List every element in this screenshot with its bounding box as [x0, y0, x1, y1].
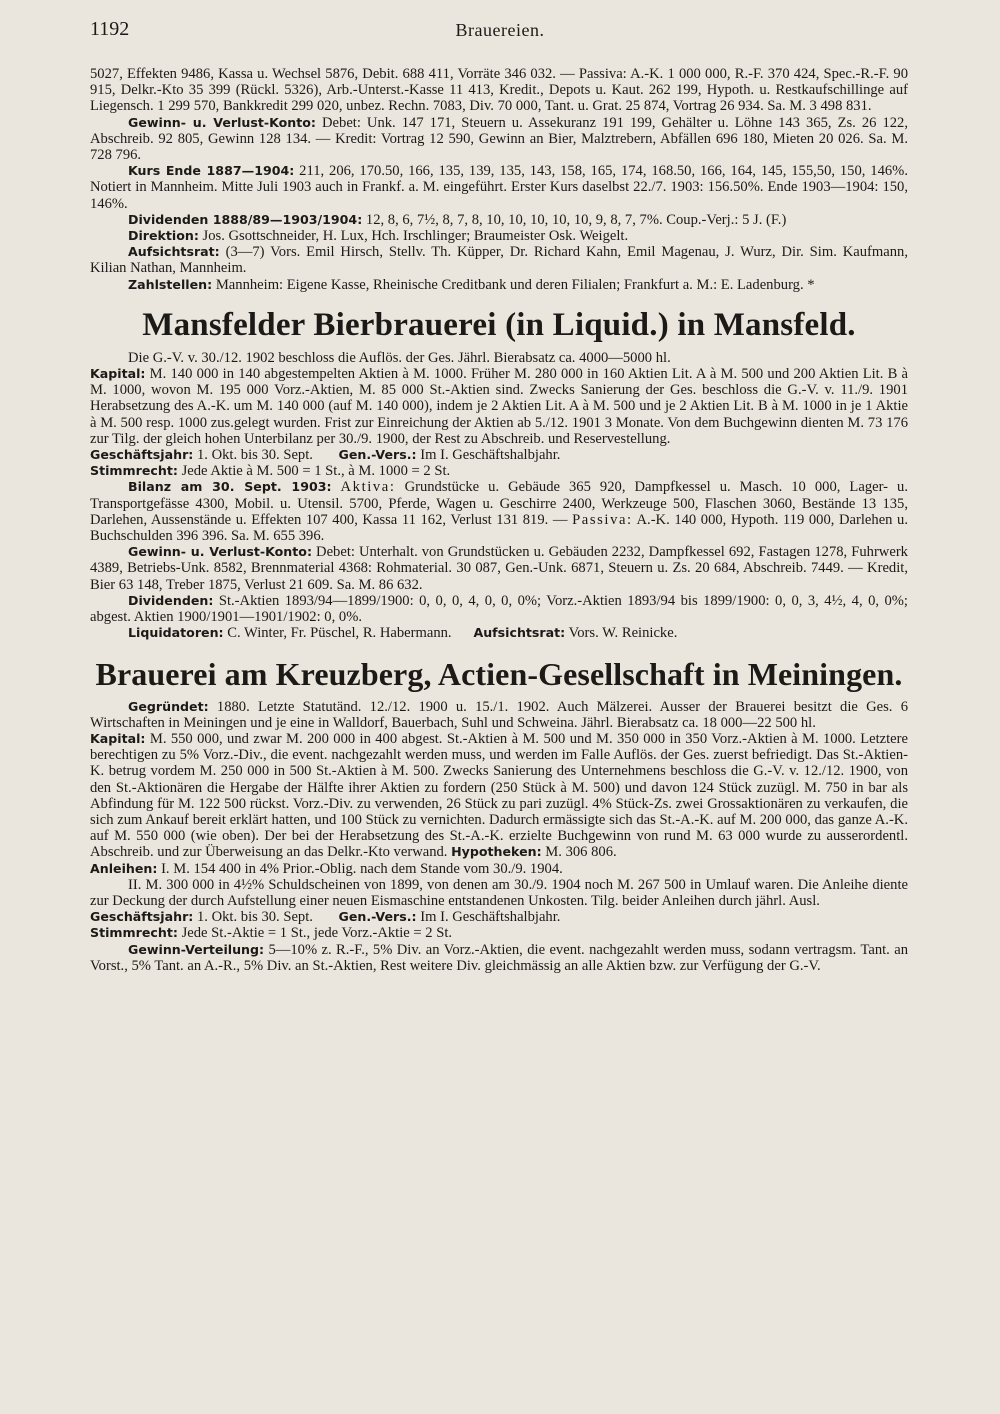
company-heading-mansfelder: Mansfelder Bierbrauerei (in Liquid.) in Mansfeld.	[142, 306, 856, 343]
entry-label: Zahlstellen:	[128, 276, 213, 292]
entry-text: Jede Aktie à M. 500 = 1 St., à M. 1000 = 2 St.	[181, 463, 451, 480]
capital-entry	[90, 731, 908, 861]
entry-label: Geschäftsjahr:	[90, 909, 194, 925]
profit-loss-entry	[90, 115, 908, 164]
entry-text: Jos. Gsottschneider, H. Lux, Hch. Irschlinger; Braumeister Osk. Weigelt.	[202, 228, 629, 245]
entry-text: Grundstücke u. Gebäude 365 920, Dampfkessel u. Masch. 10 000, Lager- u. Transportgefässe 4300, Mobil. u. Utensil. 5700, Pferde, Wagen u. Geschirre 2400, Werkzeuge 500, Flaschen 3060, Bestände 13 135, Darlehen, Aussenstände u. Effekten 107 400, Kassa 11 162, Verlust 131 819. —	[90, 479, 908, 528]
entry-text: St.-Aktien 1893/94—1899/1900: 0, 0, 0, 4, 0, 0, 0%; Vorz.-Aktien 1893/94 bis 1899/1900: 0, 0, 3, 4½, 4, 0, 0%; abgest. Aktien 1900/1901—1901/1902: 0, 0%.	[90, 592, 908, 626]
loans-entry-2: II. M. 300 000 in 4½% Schuldscheinen von 1899, von denen am 30./9. 1904 noch M. 267 500 in Umlauf waren. Die Anleihe diente zur Deckung der durch Aufstellung einer neuen Eismaschine entstandenen Unkosten. Tilg. beider Anleihen durch jährl. Ausl.	[90, 876, 908, 909]
entry-label: Liquidatoren:	[128, 625, 224, 641]
page-header	[90, 14, 910, 50]
entry-text: A.-K. 140 000, Hypoth. 119 000, Darlehen u. Buchschulden 396 396. Sa. M. 655 396.	[90, 511, 908, 545]
entry-text: 1. Okt. bis 30. Sept.	[196, 909, 313, 926]
entry-label: Gen.-Vers.:	[338, 909, 417, 925]
voting-rights-entry	[90, 463, 908, 479]
entry-text: I. M. 154 400 in 4% Prior.-Oblig. nach dem Stande vom 30./9. 1904.	[161, 860, 563, 877]
entry-text: Debet: Unterhalt. von Grundstücken u. Gebäuden 2232, Dampfkessel 692, Fastagen 1278, Fuhrwerk 4389, Betriebs-Unk. 8582, Brennmaterial 4368: Rohmaterial. 30 087, Gen.-Unk. 6871, Steuern u. Zs. 20 684, Abschreib. 7449. — Kredit, Bier 63 148, Treber 1875, Verlust 21 609. Sa. M. 86 632.	[90, 544, 908, 593]
entry-text: Im I. Geschäftshalbjahr.	[420, 909, 561, 926]
entry-label: Hypotheken:	[451, 844, 542, 860]
entry-text: M. 306 806.	[545, 844, 617, 861]
page-body	[90, 66, 908, 974]
entry-text: Debet: Unk. 147 171, Steuern u. Assekuranz 191 199, Gehälter u. Löhne 143 365, Zs. 26 122, Abschreib. 92 805, Gewinn 128 134. — Kredit: Vortrag 12 590, Gewinn an Bier, Malztrebern, Abfällen 696 180, Mieten 20 026. Sa. M. 728 796.	[90, 114, 908, 164]
entry-label: Gewinn-Verteilung:	[128, 941, 265, 957]
entry-text: M. 140 000 in 140 abgestempelten Aktien à M. 1000. Früher M. 280 000 in 160 Aktien Lit. A à M. 500 und 200 Aktien Lit. B à M. 1000, wovon M. 195 000 Vorz.-Aktien, M. 85 000 St.-Aktien sind. Zwecks Sanierung der Ges. beschloss die G.-V. v. 11./9. 1901 Herabsetzung des A.-K. um M. 140 000 (auf M. 140 000), indem je 2 Aktien Lit. A à M. 500 und je 2 Aktien Lit. B à M. 1000 in je 1 Aktie à M. 500 resp. 1000 zus.gelegt wurden. Frist zur Einreichung der Aktien ab 5./12. 1901 3 Monate. Von dem Buchgewinn dienten M. 73 176 zur Tilg. der gleich hohen Unterbilanz per 30./9. 1900, der Rest zu Abschreib. und Reservestellung.	[90, 366, 908, 447]
supervisory-board-entry	[90, 244, 908, 276]
entry-label: Gen.-Vers.:	[338, 447, 417, 463]
paying-agents-entry	[90, 277, 908, 293]
entry-label: Gewinn- u. Verlust-Konto:	[128, 114, 316, 130]
dividends-entry	[90, 212, 908, 228]
entry-text: Im I. Geschäftshalbjahr.	[420, 447, 561, 464]
entry-label: Aufsichtsrat:	[473, 625, 566, 641]
fiscal-year-entry	[90, 909, 908, 925]
entry-text: 1880. Letzte Statutänd. 12./12. 1900 u. 15./1. 1902. Auch Mälzerei. Ausser der Brauerei besitzt die Ges. 6 Wirtschaften in Meiningen und je eine in Walldorf, Bauerbach, Suhl und Schweina. Jährl. Bierabsatz ca. 18 000—22 500 hl.	[90, 698, 908, 731]
running-title: Brauereien.	[455, 20, 545, 40]
entry-text: 5—10% z. R.-F., 5% Div. an Vorz.-Aktien, die event. nachgezahlt werden muss, sodann vertragsm. Tant. an Vorst., 5% Tant. an A.-R., 5% Div. an St.-Aktien, Rest weitere Div. gleichmässig an alle Aktien bzw. zur Verfügung der G.-V.	[90, 941, 908, 974]
fiscal-year-entry	[90, 447, 908, 463]
profit-loss-entry	[90, 544, 908, 593]
entry-text: Mannheim: Eigene Kasse, Rheinische Creditbank und deren Filialen; Frankfurt a. M.: E. Ladenburg. *	[215, 276, 815, 293]
company-heading-kreuzberg: Brauerei am Kreuzberg, Actien-Gesellschaft in Meiningen.	[95, 655, 903, 692]
liquidators-entry	[90, 625, 908, 641]
entry-label: Geschäftsjahr:	[90, 447, 194, 463]
loans-entry	[90, 861, 908, 877]
page-number: 1192	[90, 18, 130, 40]
entry-label: Gegründet:	[128, 698, 209, 714]
entry-label: Gewinn- u. Verlust-Konto:	[128, 544, 312, 560]
dividends-entry	[90, 593, 908, 625]
capital-entry	[90, 366, 908, 447]
entry-text: Jede St.-Aktie = 1 St., jede Vorz.-Aktie = 2 St.	[181, 925, 453, 942]
management-entry	[90, 228, 908, 244]
intro-entry: Die G.-V. v. 30./12. 1902 beschloss die Auflös. der Ges. Jährl. Bierabsatz ca. 4000—5000 hl.	[128, 349, 671, 366]
voting-rights-entry	[90, 925, 908, 941]
entry-text: 1. Okt. bis 30. Sept.	[196, 447, 313, 464]
entry-label: Dividenden:	[128, 592, 214, 608]
entry-text: Vors. W. Reinicke.	[568, 625, 678, 642]
entry-label: Dividenden 1888/89—1903/1904:	[128, 211, 363, 227]
entry-label: Kapital:	[90, 730, 146, 746]
profit-distribution-entry	[90, 942, 908, 974]
entry-text: 211, 206, 170.50, 166, 135, 139, 135, 143, 158, 165, 174, 168.50, 166, 164, 145, 155,50, 150, 146%. Notiert in Mannheim. Mitte Juli 1903 auch in Frankf. a. M. eingeführt. Erster Kurs daselbst 22./7. 1903: 156.50%. Ende 1903—1904: 150, 146%.	[90, 163, 908, 212]
entry-label: Stimmrecht:	[90, 463, 178, 479]
entry-text: M. 550 000, und zwar M. 200 000 in 400 abgest. St.-Aktien à M. 500 und M. 350 000 in 350 Vorz.-Aktien à M. 1000. Letztere berechtigen zu 5% Vorz.-Div., die event. nachgezahlt werden muss, und werden im Falle Auflös. der Ges. zuerst befriedigt. Das St.-Aktien-K. betrug vordem M. 250 000 in 500 St.-Aktien à M. 500. Zwecks Sanierung des Unternehmens beschloss die G.-V. v. 12./12. 1900, von den St.-Aktionären die Hergabe der Hälfte ihrer Aktien zu fordern (250 Stück à M. 500) und davon 124 Stück zuzügl. M. 750 in bar als Abfindung für M. 122 500 rückst. Vorz.-Div. zu verwenden, 26 Stück zu pari zuzügl. 4% Stück-Zs. zwei Grossaktionären zu verkaufen, die sich zum Ankauf bereit erklärt hatten, und 100 Stück zu vernichten. Dadurch ermässigte sich das St.-A.-K. auf M. 200 000, das ganze A.-K. auf M. 550 000 (wie oben). Der bei der Herabsetzung des St.-A.-K. erzielte Buchgewinn von rund M. 63 000 wurde zu ausserordentl. Abschreib. und zur Überweisung an das Delkr.-Kto verwand.	[90, 730, 908, 861]
entry-text: C. Winter, Fr. Püschel, R. Habermann.	[227, 625, 452, 642]
founded-entry	[90, 699, 908, 731]
entry-text: (3—7) Vors. Emil Hirsch, Stellv. Th. Küpper, Dr. Richard Kahn, Emil Magenau, J. Wurz, Dir. Sim. Kaufmann, Kilian Nathan, Mannheim.	[90, 244, 908, 277]
entry-label: Direktion:	[128, 228, 199, 244]
balance-continuation: 5027, Effekten 9486, Kassa u. Wechsel 5876, Debit. 688 411, Vorräte 346 032. — Passiva: A.-K. 1 000 000, R.-F. 370 424, Spec.-R.-F. 90 915, Delkr.-Kto 35 399 (Rückl. 5326), Arb.-Unterst.-Kasse 11 413, Kredit., Depots u. Kaut. 262 199, Hypoth. u. Restkaufschillinge auf Liegensch. 1 299 570, Bankkredit 299 020, unbez. Rechn. 7083, Div. 70 000, Tant. u. Grat. 25 874, Vortrag 26 934. Sa. M. 3 498 831.	[90, 66, 908, 115]
entry-text: 12, 8, 6, 7½, 8, 7, 8, 10, 10, 10, 10, 10, 9, 8, 7, 7%. Coup.-Verj.: 5 J. (F.)	[365, 211, 787, 228]
entry-label: Aufsichtsrat:	[128, 244, 220, 260]
entry-label: Anleihen:	[90, 860, 158, 876]
entry-label: Bilanz am 30. Sept. 1903:	[128, 479, 332, 495]
assets-label: Aktiva:	[340, 479, 396, 496]
liabilities-label: Passiva:	[572, 511, 633, 528]
entry-label: Kurs Ende 1887—1904:	[128, 163, 295, 179]
balance-sheet-entry	[90, 479, 908, 544]
entry-label: Stimmrecht:	[90, 925, 178, 941]
price-history-entry	[90, 163, 908, 212]
entry-label: Kapital:	[90, 366, 146, 382]
